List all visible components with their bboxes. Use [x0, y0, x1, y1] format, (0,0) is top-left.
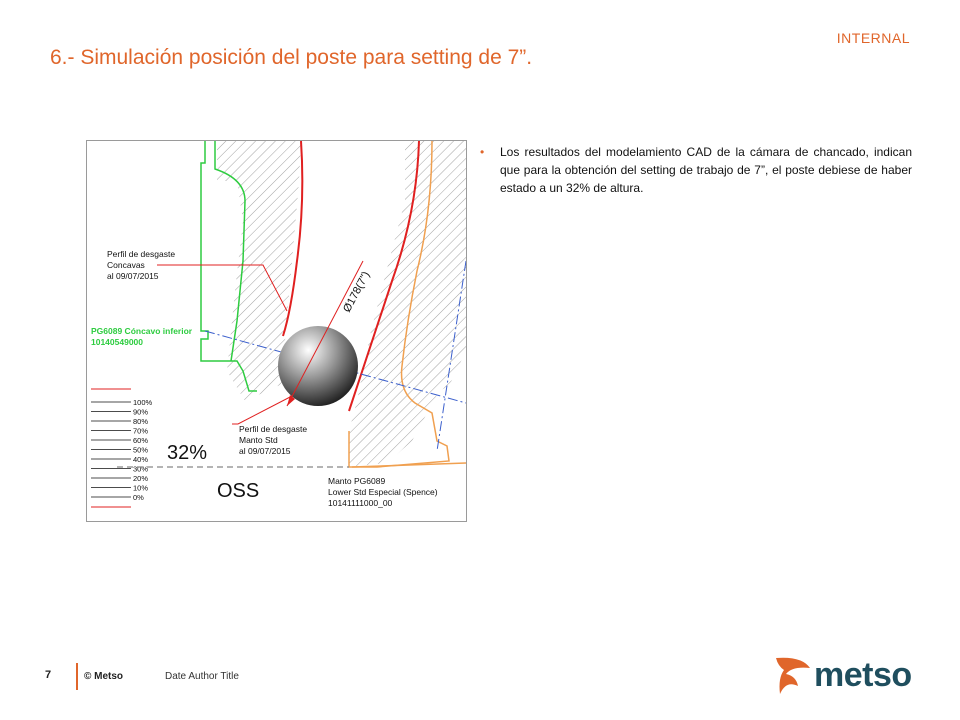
cad-figure	[86, 140, 467, 522]
footer-meta: Date Author Title	[165, 671, 239, 682]
scale-60: 60%	[133, 436, 149, 445]
bullet-text: Los resultados del modelamiento CAD de la cámara de chancado, indican que para la obtención del setting de trabajo de 7”, el poste debiese de haber estado a un 32% de altura.	[500, 145, 912, 195]
manto-profile-line-3: al 09/07/2015	[239, 446, 291, 456]
concavo-inferior-line-1: PG6089 Cóncavo inferior	[91, 326, 193, 336]
scale-0: 0%	[133, 493, 144, 502]
manto-profile-line-2: Manto Std	[239, 435, 278, 445]
footer-divider	[76, 663, 78, 690]
metso-mark-icon	[772, 654, 812, 700]
manto-info-line-3: 10141111000_00	[328, 498, 393, 508]
manto-info-line-1: Manto PG6089	[328, 476, 386, 486]
manto-info-line-2: Lower Std Especial (Spence)	[328, 487, 438, 497]
metso-wordmark: metso	[814, 656, 912, 694]
svg-text:Perfil de desgaste Manto	[239, 424, 309, 456]
mantle-hatch-region	[349, 141, 466, 467]
svg-text:Manto PG6089 Lower Std E	[328, 476, 440, 508]
scale-30: 30%	[133, 464, 149, 474]
scale-80: 80%	[133, 417, 149, 426]
scale-70: 70%	[133, 426, 149, 436]
percent-label: 32%	[167, 442, 208, 464]
scale-20: 20%	[133, 474, 149, 483]
ball-shape	[278, 326, 358, 406]
scale-90: 90%	[133, 407, 149, 417]
height-scale	[91, 389, 154, 507]
footer-copyright: © Metso	[84, 671, 124, 682]
scale-50: 50%	[133, 445, 149, 455]
oss-label: OSS	[217, 480, 260, 502]
concavo-inferior-line-2: 10140549000	[91, 337, 144, 347]
classification-label: INTERNAL	[836, 30, 910, 46]
metso-logo	[772, 654, 922, 700]
scale-100: 100%	[133, 398, 153, 407]
scale-10: 10%	[133, 483, 149, 493]
concavas-line-2: Concavas	[107, 260, 145, 270]
svg-text:100% 90% 80%	[133, 398, 154, 502]
slide-title: 6.- Simulación posición del poste para setting de 7”.	[50, 46, 533, 69]
page-number: 7	[45, 669, 52, 681]
diameter-label: Ø178(7")	[341, 269, 373, 315]
scale-40: 40%	[133, 455, 149, 464]
concavas-line-1: Perfil de desgaste	[107, 249, 176, 259]
concavas-line-3: al 09/07/2015	[107, 271, 159, 281]
bullet-list	[480, 143, 912, 197]
svg-text:PG6089 Cóncavo inferior	[91, 326, 194, 347]
bullet-dot-icon: •	[480, 145, 485, 159]
manto-profile-line-1: Perfil de desgaste	[239, 424, 308, 434]
